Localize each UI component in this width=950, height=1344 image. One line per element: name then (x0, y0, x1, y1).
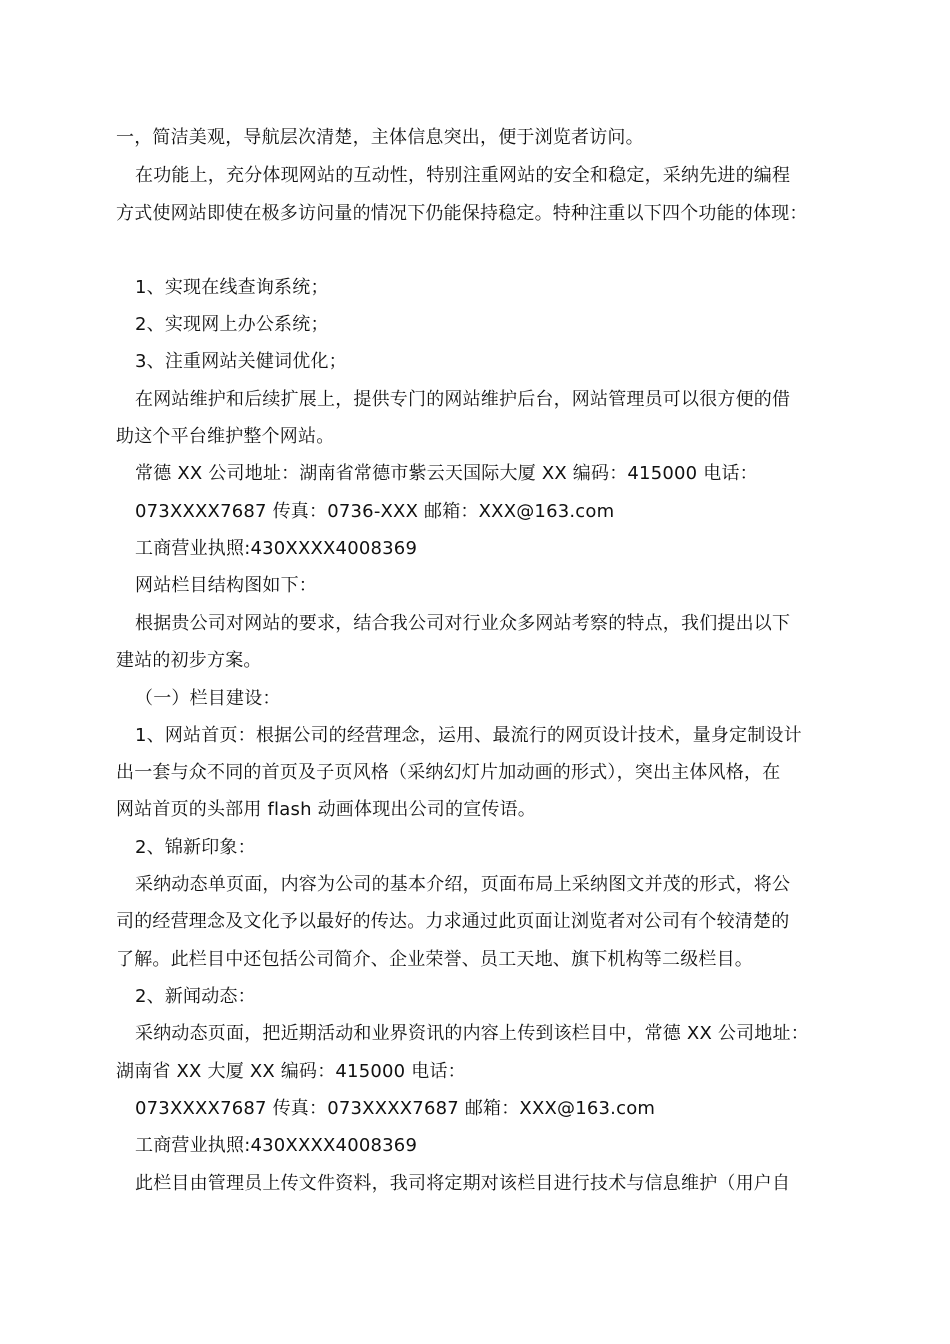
list-item-1: 1、实现在线查询系统； (135, 277, 329, 298)
paragraph-line: 此栏目由管理员上传文件资料，我司将定期对该栏目进行技术与信息维护（用户自 (135, 1173, 791, 1194)
paragraph-line: 了解。此栏目中还包括公司简介、企业荣誉、员工天地、旗下机构等二级栏目。 (116, 949, 753, 970)
paragraph-line: 出一套与众不同的首页及子页风格（采纳幻灯片加动画的形式），突出主体风格，在 (116, 762, 781, 783)
paragraph-line: 助这个平台维护整个网站。 (116, 426, 335, 447)
paragraph-line: 网站栏目结构图如下： (135, 575, 317, 596)
business-license: 工商营业执照:430XXXX4008369 (135, 538, 418, 559)
list-item-2: 2、实现网上办公系统； (135, 314, 329, 335)
company-address: 常德 XX 公司地址：湖南省常德市紫云天国际大厦 XX 编码：415000 电话： (135, 463, 758, 484)
subsection-heading: 2、新闻动态： (135, 986, 256, 1007)
paragraph-line: 司的经营理念及文化予以最好的传达。力求通过此页面让浏览者对公司有个较清楚的 (116, 911, 790, 932)
company-contact: 073XXXX7687 传真：073XXXX7687 邮箱：XXX@163.com (135, 1098, 656, 1119)
paragraph-line: 在功能上，充分体现网站的互动性，特别注重网站的安全和稳定，采纳先进的编程 (135, 165, 791, 186)
business-license: 工商营业执照:430XXXX4008369 (135, 1135, 418, 1156)
paragraph-line: 建站的初步方案。 (116, 650, 262, 671)
list-item-3: 3、注重网站关健词优化； (135, 351, 347, 372)
subsection-heading: 2、锦新印象： (135, 837, 256, 858)
company-contact: 073XXXX7687 传真：0736-XXX 邮箱：XXX@163.com (135, 501, 615, 522)
paragraph-line: 1、网站首页：根据公司的经营理念，运用、最流行的网页设计技术，量身定制设计 (135, 725, 802, 746)
section-heading: （一）栏目建设： (135, 688, 281, 709)
paragraph-line: 采纳动态页面，把近期活动和业界资讯的内容上传到该栏目中，常德 XX 公司地址： (135, 1023, 809, 1044)
paragraph-line: 网站首页的头部用 flash 动画体现出公司的宣传语。 (116, 799, 536, 820)
paragraph-line: 方式使网站即使在极多访问量的情况下仍能保持稳定。特种注重以下四个功能的体现： (116, 203, 808, 224)
paragraph-line: 根据贵公司对网站的要求，结合我公司对行业众多网站考察的特点，我们提出以下 (135, 613, 791, 634)
paragraph-line-intro: 一，简洁美观，导航层次清楚，主体信息突出，便于浏览者访问。 (116, 127, 644, 148)
company-address: 湖南省 XX 大厦 XX 编码：415000 电话： (116, 1061, 466, 1082)
paragraph-line: 在网站维护和后续扩展上，提供专门的网站维护后台，网站管理员可以很方便的借 (135, 389, 791, 410)
paragraph-line: 采纳动态单页面，内容为公司的基本介绍，页面布局上采纳图文并茂的形式，将公 (135, 874, 791, 895)
